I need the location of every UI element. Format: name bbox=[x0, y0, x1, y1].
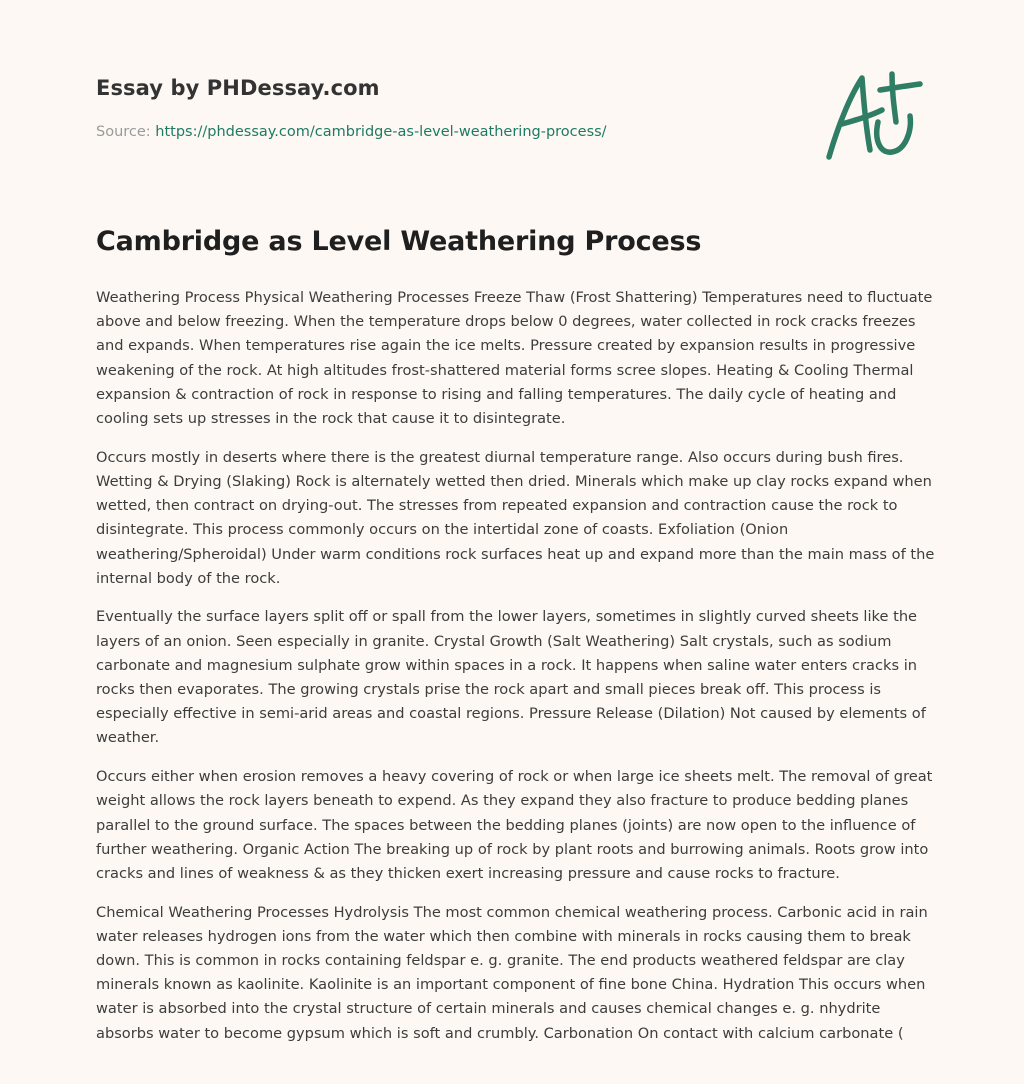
source-line bbox=[96, 124, 607, 140]
article-body bbox=[96, 286, 936, 1060]
source-link[interactable]: https://phdessay.com/cambridge-as-level-weathering-process/ bbox=[155, 124, 607, 140]
paragraph: Occurs mostly in deserts where there is the greatest diurnal temperature range. Also occurs during bush fires. Wetting & Drying (Slaking) Rock is alternately wetted then dried. Minerals which make up clay rocks expand when wetted, then contract on drying-out. The stresses from repeated expansion and contraction cause the rock to disintegrate. This process commonly occurs on the intertidal zone of coasts. Exfoliation (Onion weathering/Spheroidal) Under warm conditions rock surfaces heat up and expand more than the main mass of the internal body of the rock. bbox=[96, 448, 935, 587]
paragraph: Weathering Process Physical Weathering Processes Freeze Thaw (Frost Shattering) Temperatures need to fluctuate above and below freezing. When the temperature drops below 0 degrees, water collected in rock cracks freezes and expands. When temperatures rise again the ice melts. Pressure created by expansion results in progressive weakening of the rock. At high altitudes frost-shattered material forms scree slopes. Heating & Cooling Thermal expansion & contraction of rock in response to rising and falling temperatures. The daily cycle of heating and cooling sets up stresses in the rock that cause it to disintegrate. bbox=[96, 289, 933, 428]
article-title: Cambridge as Level Weathering Process bbox=[96, 226, 702, 257]
paragraph: Eventually the surface layers split off or spall from the lower layers, sometimes in slightly curved sheets like the layers of an onion. Seen especially in granite. Crystal Growth (Salt Weathering) Salt crystals, such as sodium carbonate and magnesium sulphate grow within spaces in a rock. It happens when saline water enters cracks in rocks then evaporates. The growing crystals prise the rock apart and small pieces break off. This process is especially effective in semi-arid areas and coastal regions. Pressure Release (Dilation) Not caused by elements of weather. bbox=[96, 608, 926, 747]
site-brand: Essay by PHDessay.com bbox=[96, 76, 380, 100]
paragraph: Occurs either when erosion removes a heavy covering of rock or when large ice sheets melt. The removal of great weight allows the rock layers beneath to expend. As they expand they also fracture to produce bedding planes parallel to the ground surface. The spaces between the bedding planes (joints) are now open to the influence of further weathering. Organic Action The breaking up of rock by plant roots and burrowing animals. Roots grow into cracks and lines of weakness & as they thicken exert increasing pressure and cause rocks to fracture. bbox=[96, 768, 933, 882]
a-plus-logo-icon bbox=[820, 66, 930, 166]
source-label: Source: bbox=[96, 124, 151, 140]
paragraph: Chemical Weathering Processes Hydrolysis The most common chemical weathering process. Carbonic acid in rain water releases hydrogen ions from the water which then combine with minerals in rocks causing them to break down. This is common in rocks containing feldspar e. g. granite. The end products weathered feldspar are clay minerals known as kaolinite. Kaolinite is an important component of fine bone China. Hydration This occurs when water is absorbed into the crystal structure of certain minerals and causes chemical changes e. g. nhydrite absorbs water to become gypsum which is soft and crumbly. Carbonation On contact with calcium carbonate ( bbox=[96, 903, 928, 1042]
